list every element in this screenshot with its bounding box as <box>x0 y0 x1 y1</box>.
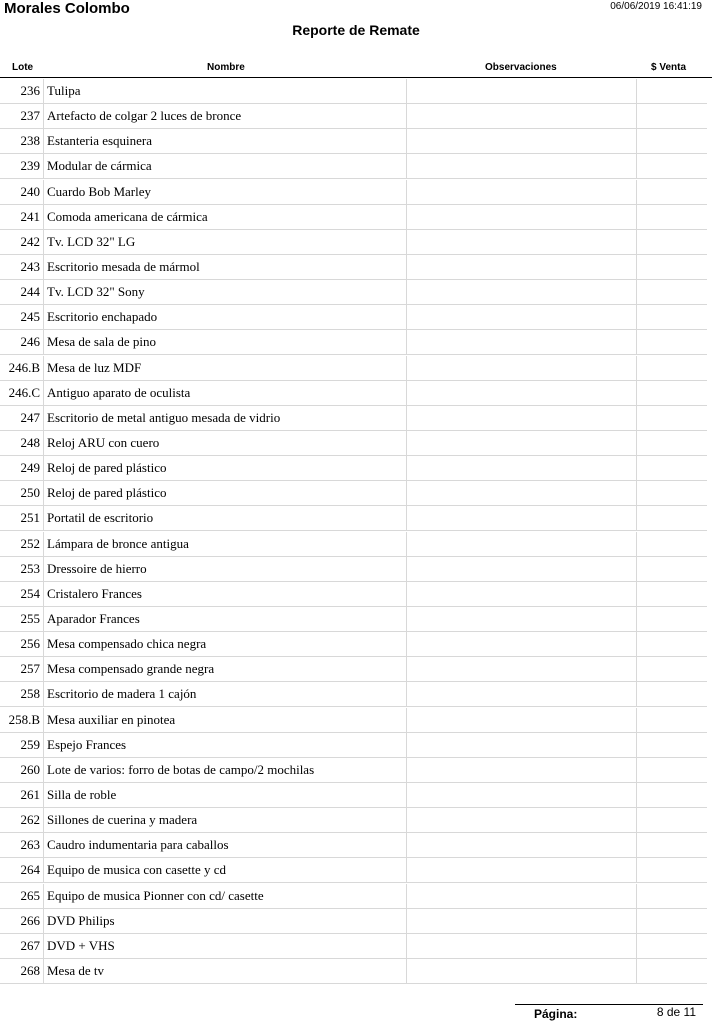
nombre-cell: Reloj de pared plástico <box>44 481 407 506</box>
lote-cell: 266 <box>0 909 44 934</box>
table-row <box>0 205 712 230</box>
lote-cell: 245 <box>0 305 44 330</box>
observaciones-cell <box>407 230 637 255</box>
table-row <box>0 909 712 934</box>
lote-cell: 237 <box>0 104 44 129</box>
report-title: Reporte de Remate <box>292 22 420 38</box>
table-row <box>0 330 712 355</box>
table-row <box>0 456 712 481</box>
observaciones-cell <box>407 582 637 607</box>
observaciones-cell <box>407 682 637 707</box>
nombre-cell: Caudro indumentaria para caballos <box>44 833 407 858</box>
nombre-cell: Equipo de musica con casette y cd <box>44 858 407 883</box>
table-row <box>0 733 712 758</box>
venta-cell <box>637 129 707 154</box>
observaciones-cell <box>407 858 637 883</box>
table-row <box>0 305 712 330</box>
table-row <box>0 708 712 733</box>
lote-cell: 254 <box>0 582 44 607</box>
lote-cell: 238 <box>0 129 44 154</box>
company-name: Morales Colombo <box>4 0 130 17</box>
lote-cell: 244 <box>0 280 44 305</box>
lote-cell: 268 <box>0 959 44 984</box>
table-row <box>0 230 712 255</box>
observaciones-cell <box>407 356 637 381</box>
table-row <box>0 657 712 682</box>
lote-cell: 249 <box>0 456 44 481</box>
page-label: Página: <box>534 1007 578 1021</box>
venta-cell <box>637 79 707 104</box>
lote-cell: 253 <box>0 557 44 582</box>
lote-cell: 263 <box>0 833 44 858</box>
observaciones-cell <box>407 180 637 205</box>
observaciones-cell <box>407 657 637 682</box>
nombre-cell: Mesa de sala de pino <box>44 330 407 355</box>
lote-cell: 262 <box>0 808 44 833</box>
venta-cell <box>637 632 707 657</box>
observaciones-cell <box>407 381 637 406</box>
lote-cell: 256 <box>0 632 44 657</box>
lote-cell: 246.C <box>0 381 44 406</box>
nombre-cell: Mesa de luz MDF <box>44 356 407 381</box>
nombre-cell: Escritorio enchapado <box>44 305 407 330</box>
venta-cell <box>637 506 707 531</box>
venta-cell <box>637 758 707 783</box>
observaciones-cell <box>407 884 637 909</box>
observaciones-cell <box>407 758 637 783</box>
lote-cell: 257 <box>0 657 44 682</box>
lote-cell: 239 <box>0 154 44 179</box>
nombre-cell: Mesa compensado grande negra <box>44 657 407 682</box>
nombre-cell: Artefacto de colgar 2 luces de bronce <box>44 104 407 129</box>
lote-cell: 265 <box>0 884 44 909</box>
table-row <box>0 79 712 104</box>
venta-cell <box>637 582 707 607</box>
observaciones-cell <box>407 129 637 154</box>
venta-cell <box>637 481 707 506</box>
venta-cell <box>637 733 707 758</box>
table-row <box>0 833 712 858</box>
venta-cell <box>637 557 707 582</box>
venta-cell <box>637 934 707 959</box>
lote-cell: 251 <box>0 506 44 531</box>
venta-cell <box>637 708 707 733</box>
nombre-cell: Cuardo Bob Marley <box>44 180 407 205</box>
nombre-cell: Comoda americana de cármica <box>44 205 407 230</box>
column-header-observaciones: Observaciones <box>485 62 557 73</box>
venta-cell <box>637 783 707 808</box>
venta-cell <box>637 154 707 179</box>
observaciones-cell <box>407 104 637 129</box>
observaciones-cell <box>407 305 637 330</box>
table-row <box>0 959 712 984</box>
lote-cell: 242 <box>0 230 44 255</box>
venta-cell <box>637 330 707 355</box>
venta-cell <box>637 808 707 833</box>
observaciones-cell <box>407 154 637 179</box>
lote-cell: 240 <box>0 180 44 205</box>
observaciones-cell <box>407 481 637 506</box>
nombre-cell: Espejo Frances <box>44 733 407 758</box>
table-row <box>0 557 712 582</box>
lote-cell: 258 <box>0 682 44 707</box>
lote-cell: 236 <box>0 79 44 104</box>
nombre-cell: Lámpara de bronce antigua <box>44 532 407 557</box>
nombre-cell: Portatil de escritorio <box>44 506 407 531</box>
observaciones-cell <box>407 708 637 733</box>
observaciones-cell <box>407 79 637 104</box>
page-number: 8 de 11 <box>656 1005 696 1019</box>
column-header-lote: Lote <box>12 62 34 73</box>
report-table <box>0 79 712 984</box>
nombre-cell: Escritorio mesada de mármol <box>44 255 407 280</box>
venta-cell <box>637 456 707 481</box>
venta-cell <box>637 205 707 230</box>
venta-cell <box>637 682 707 707</box>
venta-cell <box>637 280 707 305</box>
column-header-row <box>0 62 712 78</box>
lote-cell: 258.B <box>0 708 44 733</box>
venta-cell <box>637 909 707 934</box>
table-row <box>0 406 712 431</box>
table-row <box>0 632 712 657</box>
table-row <box>0 682 712 707</box>
observaciones-cell <box>407 934 637 959</box>
venta-cell <box>637 431 707 456</box>
nombre-cell: Cristalero Frances <box>44 582 407 607</box>
observaciones-cell <box>407 607 637 632</box>
lote-cell: 247 <box>0 406 44 431</box>
observaciones-cell <box>407 406 637 431</box>
nombre-cell: Lote de varios: forro de botas de campo/2 mochilas <box>44 758 407 783</box>
nombre-cell: Equipo de musica Pionner con cd/ casette <box>44 884 407 909</box>
table-row <box>0 255 712 280</box>
table-row <box>0 582 712 607</box>
observaciones-cell <box>407 205 637 230</box>
observaciones-cell <box>407 506 637 531</box>
table-row <box>0 280 712 305</box>
nombre-cell: Sillones de cuerina y madera <box>44 808 407 833</box>
venta-cell <box>637 833 707 858</box>
table-row <box>0 104 712 129</box>
observaciones-cell <box>407 557 637 582</box>
lote-cell: 260 <box>0 758 44 783</box>
venta-cell <box>637 356 707 381</box>
table-row <box>0 431 712 456</box>
nombre-cell: Estanteria esquinera <box>44 129 407 154</box>
nombre-cell: Dressoire de hierro <box>44 557 407 582</box>
lote-cell: 246 <box>0 330 44 355</box>
table-row <box>0 607 712 632</box>
observaciones-cell <box>407 532 637 557</box>
nombre-cell: Modular de cármica <box>44 154 407 179</box>
column-header-nombre: Nombre <box>207 62 245 73</box>
nombre-cell: Antiguo aparato de oculista <box>44 381 407 406</box>
report-timestamp: 06/06/2019 16:41:19 <box>610 1 702 12</box>
table-row <box>0 808 712 833</box>
venta-cell <box>637 657 707 682</box>
observaciones-cell <box>407 431 637 456</box>
table-row <box>0 481 712 506</box>
observaciones-cell <box>407 833 637 858</box>
nombre-cell: Mesa de tv <box>44 959 407 984</box>
nombre-cell: Tv. LCD 32" LG <box>44 230 407 255</box>
table-row <box>0 858 712 883</box>
nombre-cell: Escritorio de madera 1 cajón <box>44 682 407 707</box>
table-row <box>0 506 712 531</box>
lote-cell: 252 <box>0 532 44 557</box>
table-row <box>0 154 712 179</box>
nombre-cell: Mesa compensado chica negra <box>44 632 407 657</box>
lote-cell: 241 <box>0 205 44 230</box>
venta-cell <box>637 230 707 255</box>
nombre-cell: Reloj de pared plástico <box>44 456 407 481</box>
table-row <box>0 356 712 381</box>
column-header-venta: $ Venta <box>651 62 687 73</box>
venta-cell <box>637 406 707 431</box>
nombre-cell: Reloj ARU con cuero <box>44 431 407 456</box>
lote-cell: 259 <box>0 733 44 758</box>
venta-cell <box>637 884 707 909</box>
table-row <box>0 532 712 557</box>
observaciones-cell <box>407 280 637 305</box>
table-row <box>0 129 712 154</box>
venta-cell <box>637 305 707 330</box>
observaciones-cell <box>407 456 637 481</box>
table-row <box>0 381 712 406</box>
lote-cell: 264 <box>0 858 44 883</box>
lote-cell: 267 <box>0 934 44 959</box>
nombre-cell: Tv. LCD 32" Sony <box>44 280 407 305</box>
table-row <box>0 884 712 909</box>
observaciones-cell <box>407 808 637 833</box>
venta-cell <box>637 381 707 406</box>
lote-cell: 250 <box>0 481 44 506</box>
lote-cell: 246.B <box>0 356 44 381</box>
nombre-cell: Tulipa <box>44 79 407 104</box>
nombre-cell: DVD + VHS <box>44 934 407 959</box>
table-row <box>0 934 712 959</box>
venta-cell <box>637 858 707 883</box>
observaciones-cell <box>407 909 637 934</box>
venta-cell <box>637 255 707 280</box>
observaciones-cell <box>407 783 637 808</box>
nombre-cell: DVD Philips <box>44 909 407 934</box>
observaciones-cell <box>407 959 637 984</box>
observaciones-cell <box>407 255 637 280</box>
table-row <box>0 758 712 783</box>
nombre-cell: Aparador Frances <box>44 607 407 632</box>
venta-cell <box>637 532 707 557</box>
venta-cell <box>637 607 707 632</box>
lote-cell: 255 <box>0 607 44 632</box>
table-row <box>0 180 712 205</box>
venta-cell <box>637 104 707 129</box>
nombre-cell: Escritorio de metal antiguo mesada de vidrio <box>44 406 407 431</box>
lote-cell: 243 <box>0 255 44 280</box>
table-row <box>0 783 712 808</box>
observaciones-cell <box>407 632 637 657</box>
observaciones-cell <box>407 330 637 355</box>
observaciones-cell <box>407 733 637 758</box>
lote-cell: 261 <box>0 783 44 808</box>
lote-cell: 248 <box>0 431 44 456</box>
nombre-cell: Mesa auxiliar en pinotea <box>44 708 407 733</box>
venta-cell <box>637 959 707 984</box>
nombre-cell: Silla de roble <box>44 783 407 808</box>
venta-cell <box>637 180 707 205</box>
